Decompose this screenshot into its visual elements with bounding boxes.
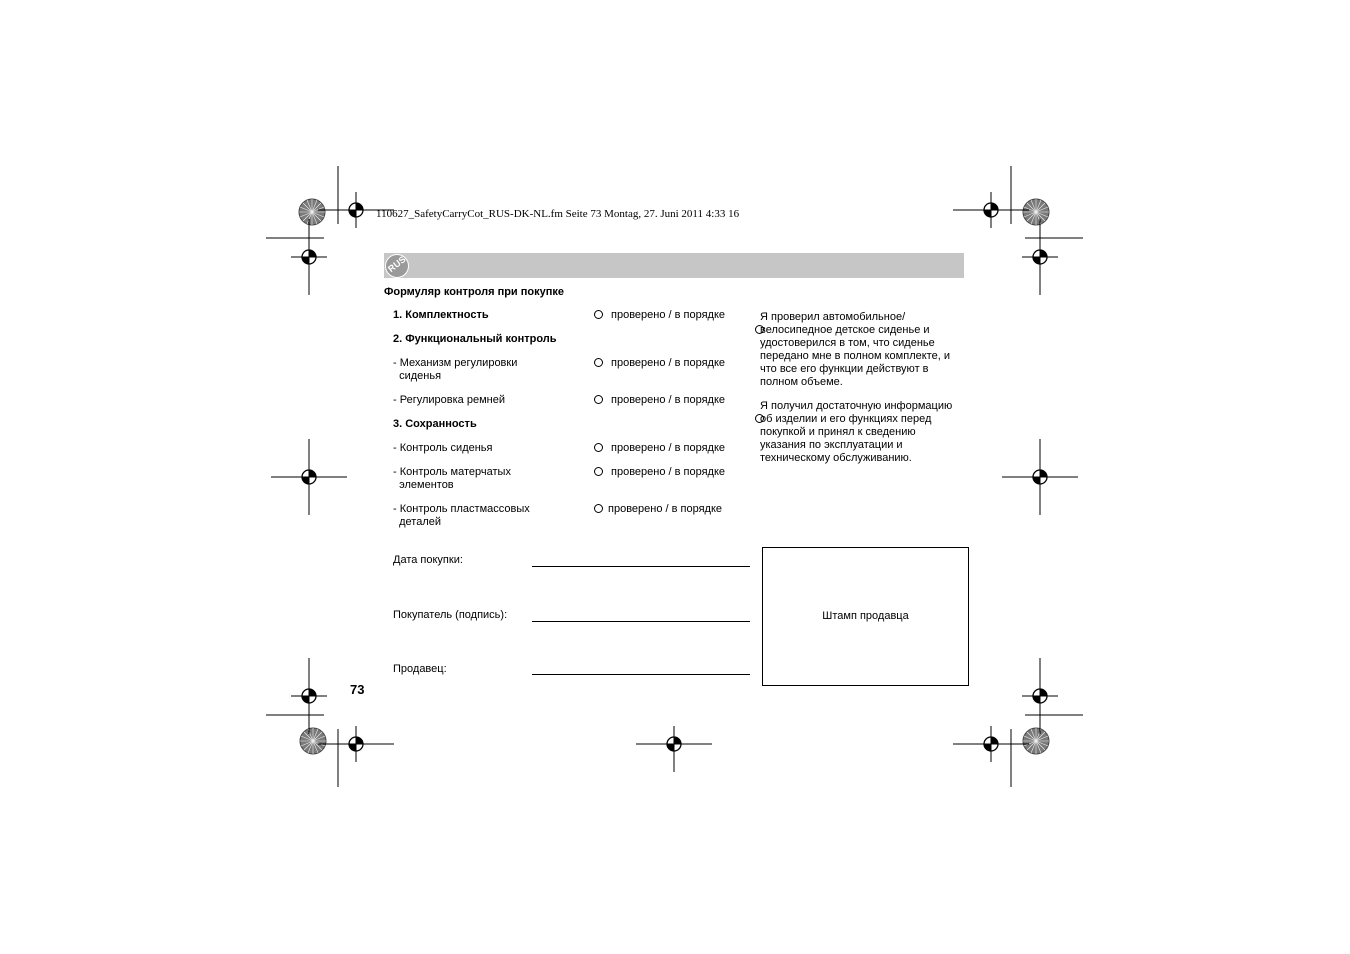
item-seat-adjustment: - Механизм регулировки сиденья: [393, 357, 518, 382]
checkbox-icon[interactable]: [594, 358, 603, 367]
purchase-date-label: Дата покупки:: [393, 554, 463, 566]
check-label: проверено / в порядке: [611, 309, 726, 321]
language-badge-label: RUS: [386, 253, 408, 275]
check-label: проверено / в порядке: [608, 503, 723, 515]
check-label: проверено / в порядке: [611, 394, 726, 406]
item-functional-control: 2. Функциональный контроль: [393, 333, 557, 345]
file-info-header: 110627_SafetyCarryCot_RUS-DK-NL.fm Seite 73 Montag, 27. Juni 2011 4:33 16: [376, 208, 740, 220]
item-plastic-control: - Контроль пластмассовых деталей: [393, 503, 530, 528]
item-seat-control: - Контроль сиденья: [393, 442, 493, 454]
item-completeness: 1. Комплектность: [393, 309, 489, 321]
check-completeness[interactable]: [594, 309, 725, 322]
check-label: проверено / в порядке: [611, 357, 726, 369]
statement-inspected-text: Я проверил автомобильное/ велосипедное детское сиденье и удостоверился в том, что сиденье передано мне в полном комплекте, и что все его функции действуют в полном объеме.: [760, 311, 950, 388]
form-title: Формуляр контроля при покупке: [384, 286, 565, 298]
check-fabric-control[interactable]: [594, 466, 725, 479]
check-seat-control[interactable]: [594, 442, 725, 455]
checkbox-icon[interactable]: [594, 467, 603, 476]
checkbox-icon[interactable]: [594, 395, 603, 404]
item-fabric-control: - Контроль матерчатых элементов: [393, 466, 511, 491]
section-band: [384, 253, 964, 278]
purchase-date-line[interactable]: [532, 566, 750, 567]
check-plastic-control[interactable]: [594, 503, 722, 516]
page-number: 73: [350, 682, 365, 697]
language-badge: [385, 254, 409, 278]
seller-line[interactable]: [532, 674, 750, 675]
check-belt-adjustment[interactable]: [594, 394, 725, 407]
check-label: проверено / в порядке: [611, 466, 726, 478]
seller-label: Продавец:: [393, 663, 447, 675]
checkbox-icon[interactable]: [594, 443, 603, 452]
seller-stamp-label: Штамп продавца: [822, 610, 909, 622]
check-seat-adjustment[interactable]: [594, 357, 725, 370]
seller-stamp-box: [762, 547, 969, 686]
check-label: проверено / в порядке: [611, 442, 726, 454]
statement-informed-text: Я получил достаточную информацию об изделии и его функциях перед покупкой и принял к сведению указания по эксплуатации и техническому обслуживанию.: [760, 400, 953, 464]
buyer-signature-line[interactable]: [532, 621, 750, 622]
buyer-signature-label: Покупатель (подпись):: [393, 609, 508, 621]
item-condition: 3. Сохранность: [393, 418, 477, 430]
checkbox-icon[interactable]: [594, 504, 603, 513]
item-belt-adjustment: - Регулировка ремней: [393, 394, 505, 406]
checkbox-icon[interactable]: [594, 310, 603, 319]
